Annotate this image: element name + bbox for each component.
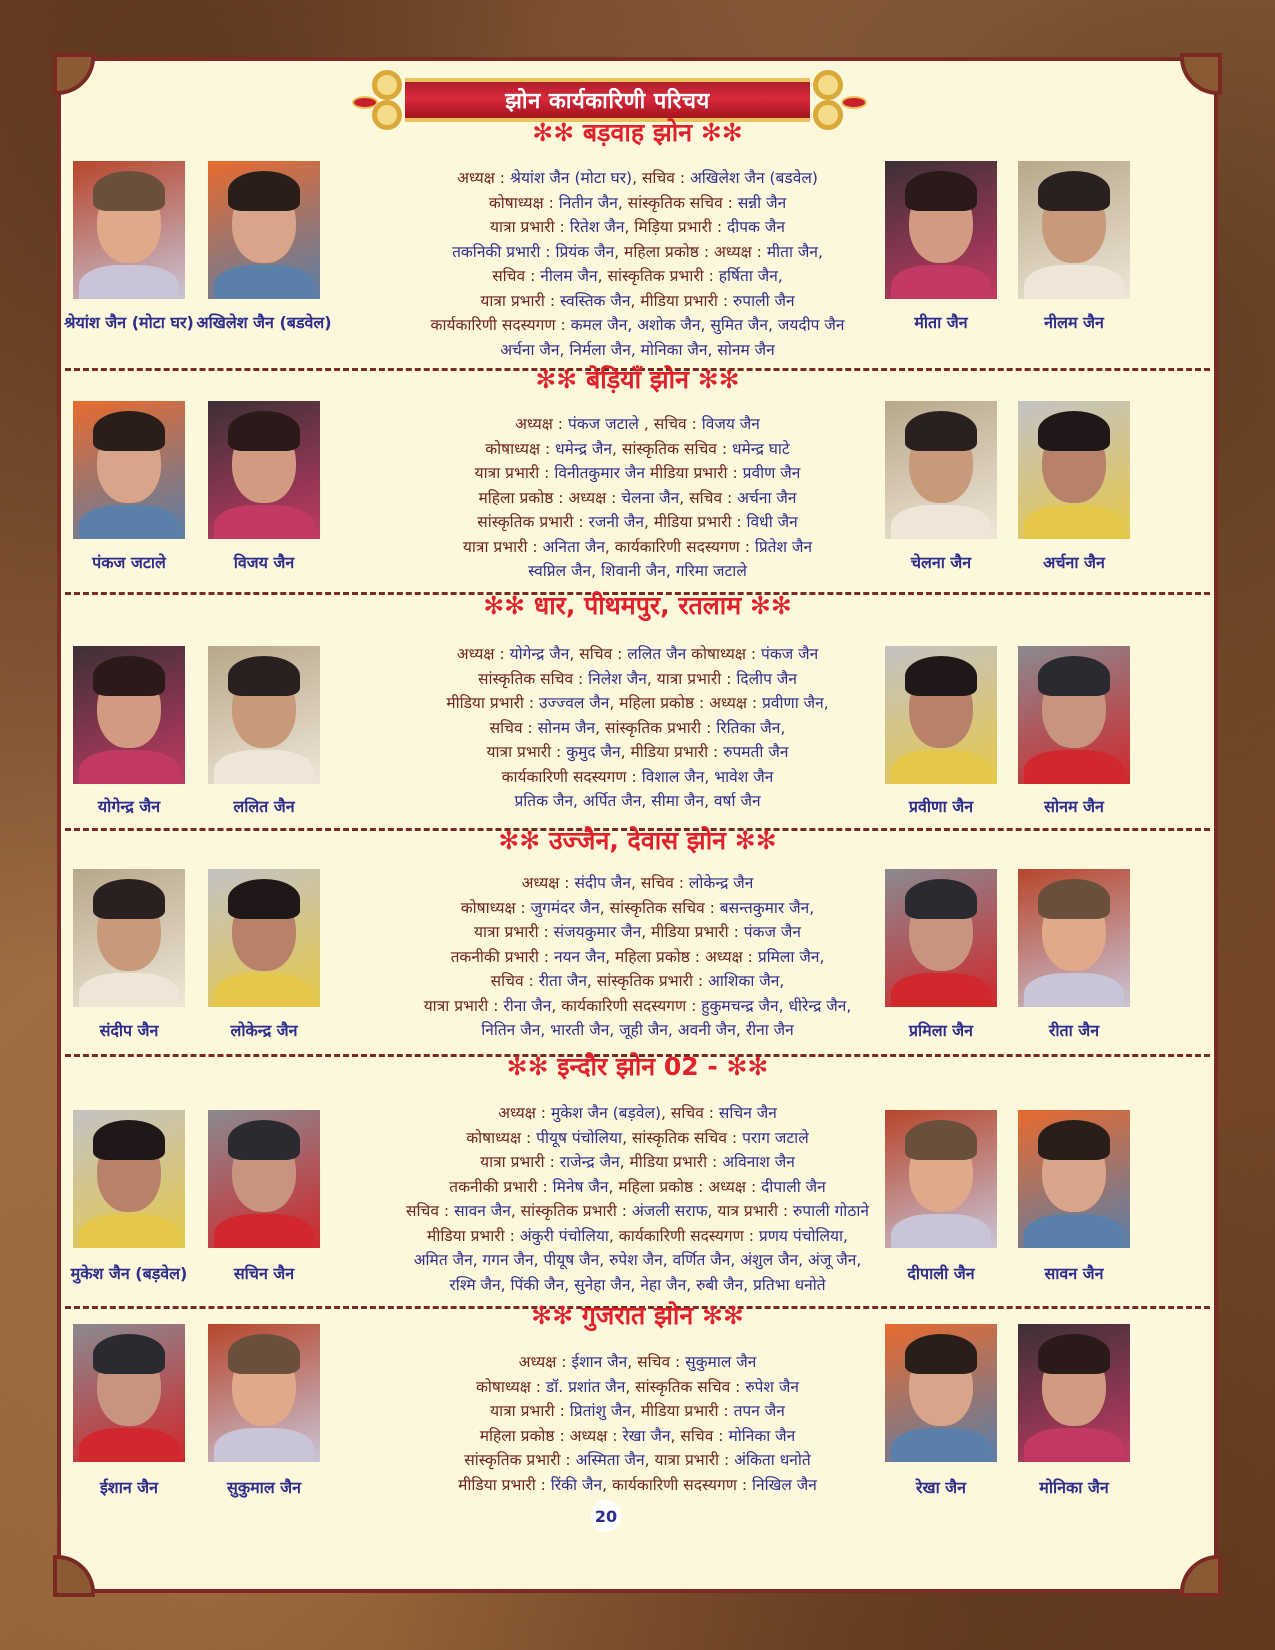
member-name: विजय जैन bbox=[701, 415, 760, 433]
photo-body bbox=[214, 750, 314, 784]
member-name: प्रियंक जैन bbox=[555, 242, 615, 261]
role-label: मीडिया प्रभारी : bbox=[645, 464, 743, 482]
member-name: निलेश जैन bbox=[588, 669, 647, 688]
photo-hair bbox=[93, 1120, 165, 1160]
role-label: कार्यकारिणी सदस्यगण : bbox=[501, 767, 642, 786]
member-name: अंजली सराफ bbox=[631, 1202, 708, 1220]
photo-body bbox=[214, 1428, 314, 1462]
photo-hair bbox=[93, 171, 165, 211]
member-name: कुमुद जैन bbox=[566, 743, 621, 761]
photo-caption: चेलना जैन bbox=[910, 553, 972, 572]
role-label: , मीडिया प्रभारी : bbox=[620, 743, 724, 761]
member-photo bbox=[1018, 401, 1130, 539]
photo-body bbox=[1024, 973, 1124, 1007]
member-photo bbox=[208, 1110, 320, 1248]
member-name: सावन जैन bbox=[454, 1202, 511, 1220]
role-label: सांस्कृतिक प्रभारी : bbox=[464, 1451, 576, 1469]
member-name: अंकिता धनोते bbox=[734, 1451, 811, 1469]
photo-caption: मीता जैन bbox=[914, 313, 968, 332]
photo-hair bbox=[93, 656, 165, 696]
photo-body bbox=[1024, 265, 1124, 299]
photo-hair bbox=[228, 411, 300, 451]
photo-caption: संदीप जैन bbox=[99, 1021, 159, 1040]
member-photo bbox=[208, 869, 320, 1007]
role-label: कोषाध्यक्ष : bbox=[686, 645, 762, 663]
member-name: ललित जैन bbox=[627, 645, 687, 663]
photo-body bbox=[79, 505, 179, 539]
member-name: सचिन जैन bbox=[718, 1104, 777, 1122]
role-label: यात्रा प्रभारी : bbox=[480, 291, 560, 310]
member-name: आशिका जैन, bbox=[708, 972, 785, 990]
photo-body bbox=[891, 973, 991, 1007]
member-name: प्रवीण जैन bbox=[742, 464, 801, 482]
photo-body bbox=[214, 265, 314, 299]
role-label: मीडिया प्रभारी : bbox=[458, 1475, 551, 1494]
photo-caption: सोनम जैन bbox=[1044, 797, 1104, 816]
member-name: दिलीप जैन bbox=[736, 669, 797, 688]
zone-title: ✻✻ उज्जैन, देवास झोन ✻✻ bbox=[498, 826, 777, 855]
member-name: प्रमिला जैन, bbox=[757, 947, 825, 966]
member-photo bbox=[208, 161, 320, 299]
role-label: , सांस्कृतिक सचिव : bbox=[622, 1128, 743, 1147]
member-name: विधी जैन bbox=[746, 513, 798, 531]
photo-body bbox=[79, 1428, 179, 1462]
photo-hair bbox=[905, 411, 977, 451]
photo-caption: योगेन्द्र जैन bbox=[97, 797, 161, 816]
photo-hair bbox=[905, 1334, 977, 1374]
member-name: चेलना जैन bbox=[621, 488, 680, 507]
member-name: संजयकुमार जैन bbox=[553, 923, 642, 941]
photo-hair bbox=[1038, 171, 1110, 211]
photo-caption: ईशान जैन bbox=[99, 1478, 159, 1497]
role-label: , bbox=[632, 169, 642, 187]
member-name: नयन जैन bbox=[553, 947, 606, 966]
role-label: , सांस्कृतिक सचिव : bbox=[625, 1377, 746, 1396]
photo-body bbox=[1024, 1428, 1124, 1462]
member-name: डॉ. प्रशांत जैन bbox=[545, 1377, 626, 1396]
member-name: अनिता जैन bbox=[542, 537, 605, 556]
role-label: सचिव : bbox=[406, 1202, 455, 1220]
role-label: कोषाध्यक्ष : bbox=[488, 193, 559, 212]
photo-body bbox=[1024, 505, 1124, 539]
member-name: रुपाली गोठाने bbox=[793, 1202, 869, 1220]
role-label: , महिला प्रकोष्ठ : अध्यक्ष : bbox=[609, 694, 763, 712]
member-photo bbox=[885, 161, 997, 299]
member-name: अविनाश जैन bbox=[722, 1153, 795, 1171]
member-name: हर्षिता जैन, bbox=[718, 267, 783, 285]
member-name: हुकुमचन्द्र जैन, धीरेन्द्र जैन, bbox=[701, 996, 852, 1015]
member-name: तकनिकी प्रभारी : bbox=[452, 242, 556, 261]
member-photo bbox=[885, 1324, 997, 1462]
member-name: पंकज जैन bbox=[743, 923, 801, 941]
member-photo bbox=[1018, 869, 1130, 1007]
member-photo bbox=[73, 646, 185, 784]
role-label: , मीडिया प्रभारी : bbox=[641, 923, 744, 941]
member-name: अखिलेश जैन (बडवेल) bbox=[689, 169, 818, 187]
photo-hair bbox=[228, 171, 300, 211]
member-photo bbox=[1018, 1324, 1130, 1462]
role-label: सचिव : bbox=[492, 267, 541, 285]
member-name: पंकज जटाले bbox=[567, 415, 639, 433]
role-label: , सांस्कृतिक प्रभारी : bbox=[586, 972, 709, 990]
role-label: , सांस्कृतिक सचिव : bbox=[612, 439, 732, 458]
role-label: , सांस्कृतिक सचिव : bbox=[617, 193, 738, 212]
role-label: महिला प्रकोष्ठ : अध्यक्ष : bbox=[478, 488, 622, 507]
zone-title: ✻✻ इन्दौर झोन 02 - ✻✻ bbox=[506, 1052, 769, 1081]
member-name: धमेन्द्र जैन bbox=[555, 439, 612, 458]
member-name: प्रितेश जैन bbox=[754, 537, 813, 556]
member-name: धमेन्द्र घाटे bbox=[732, 439, 790, 458]
role-label: , महिला प्रकोष्ठ : अध्यक्ष : bbox=[608, 1177, 762, 1196]
member-name: राजेन्द्र जैन bbox=[559, 1153, 620, 1171]
member-photo bbox=[73, 161, 185, 299]
photo-caption: दीपाली जैन bbox=[907, 1264, 975, 1283]
member-name: सन्नी जैन bbox=[737, 193, 787, 212]
member-name: श्रेयांश जैन (मोटा घर) bbox=[509, 169, 633, 187]
member-photo bbox=[73, 1324, 185, 1462]
role-label: यात्रा प्रभारी : bbox=[490, 1402, 570, 1420]
member-name: प्रवीणा जैन, bbox=[762, 694, 829, 712]
member-name: मुकेश जैन (बड़वेल) bbox=[550, 1104, 662, 1122]
member-name: मीता जैन, bbox=[766, 242, 823, 261]
role-label: , महिला प्रकोष्ठ : अध्यक्ष : bbox=[605, 947, 758, 966]
photo-hair bbox=[905, 171, 977, 211]
member-name: प्रितांशु जैन bbox=[569, 1402, 632, 1420]
role-label: , सांस्कृतिक प्रभारी : bbox=[597, 267, 719, 285]
role-label: यात्रा प्रभारी : bbox=[474, 464, 555, 482]
role-label: सांस्कृतिक सचिव : bbox=[478, 669, 589, 688]
photo-caption: रेखा जैन bbox=[915, 1478, 967, 1497]
role-label: , सचिव : bbox=[631, 874, 689, 892]
role-label: , सचिव : bbox=[679, 488, 738, 507]
member-name: रुपेश जैन bbox=[745, 1377, 799, 1396]
member-name: रितिका जैन, bbox=[716, 718, 786, 737]
member-name: निखिल जैन bbox=[752, 1475, 817, 1494]
photo-hair bbox=[228, 1120, 300, 1160]
photo-body bbox=[214, 1214, 314, 1248]
photo-caption: ललित जैन bbox=[233, 797, 295, 816]
role-label: मीडिया प्रभारी : bbox=[427, 1226, 520, 1245]
role-label: , यात्रा प्रभारी : bbox=[646, 669, 737, 688]
member-name: नितीन जैन bbox=[558, 193, 618, 212]
role-label: अध्यक्ष : bbox=[498, 1104, 551, 1122]
photo-body bbox=[79, 973, 179, 1007]
role-label: तकनीकी प्रभारी : bbox=[449, 1177, 553, 1196]
photo-hair bbox=[905, 1120, 977, 1160]
role-label: , सांस्कृतिक सचिव : bbox=[599, 898, 720, 917]
member-name: उज्ज्वल जैन bbox=[539, 694, 610, 712]
role-label: , यात्रा प्रभारी : bbox=[644, 1451, 735, 1469]
role-label: , मीडिया प्रभारी : bbox=[644, 513, 747, 531]
role-label: कोषाध्यक्ष : bbox=[466, 1128, 537, 1147]
photo-caption: श्रेयांश जैन (मोटा घर) bbox=[64, 313, 194, 332]
member-name: कमल जैन, अशोक जैन, सुमित जैन, जयदीप जैन bbox=[570, 316, 845, 334]
member-name: नितिन जैन, भारती जैन, जूही जैन, अवनी जैन, रीना जैन bbox=[481, 1021, 794, 1039]
photo-hair bbox=[93, 879, 165, 919]
member-photo bbox=[1018, 161, 1130, 299]
member-name: प्रणय पंचोलिया, bbox=[758, 1226, 848, 1245]
photo-caption: लोकेन्द्र जैन bbox=[230, 1021, 298, 1040]
member-name: सुकुमाल जैन bbox=[685, 1353, 757, 1371]
photo-body bbox=[891, 1214, 991, 1248]
page-title: झोन कार्यकारिणी परिचय bbox=[505, 89, 710, 114]
zone-title: ✻✻ बेड़ियाँ झोन ✻✻ bbox=[535, 365, 740, 394]
photo-hair bbox=[1038, 656, 1110, 696]
photo-hair bbox=[905, 656, 977, 696]
role-label: मीडिया प्रभारी : bbox=[446, 694, 540, 712]
member-name: ईशान जैन bbox=[571, 1353, 628, 1371]
member-name: दीपक जैन bbox=[727, 218, 785, 236]
photo-body bbox=[214, 973, 314, 1007]
role-label: यात्रा प्रभारी : bbox=[486, 743, 567, 761]
role-label: , कार्यकारिणी सदस्यगण : bbox=[551, 996, 702, 1015]
role-label: अध्यक्ष : bbox=[456, 645, 510, 663]
member-name: पीयूष पंचोलिया bbox=[536, 1128, 623, 1147]
member-name: जुगमंदर जैन bbox=[530, 898, 600, 917]
photo-body bbox=[891, 750, 991, 784]
role-label: यात्रा प्रभारी : bbox=[462, 537, 543, 556]
page-number: 20 bbox=[591, 1500, 621, 1532]
photo-body bbox=[891, 505, 991, 539]
photo-caption: प्रवीणा जैन bbox=[908, 797, 974, 816]
photo-caption: सुकुमाल जैन bbox=[227, 1478, 301, 1497]
role-label: , सचिव : bbox=[569, 645, 628, 663]
member-name: अर्चना जैन, निर्मला जैन, मोनिका जैन, सोनम जैन bbox=[500, 340, 775, 359]
member-name: मिनेष जैन bbox=[552, 1177, 609, 1196]
member-photo bbox=[1018, 646, 1130, 784]
member-photo bbox=[885, 646, 997, 784]
role-label: , कार्यकारिणी सदस्यगण : bbox=[602, 1475, 753, 1494]
role-label: कोषाध्यक्ष : bbox=[460, 898, 531, 917]
member-name: रीना जैन bbox=[503, 996, 552, 1015]
member-photo bbox=[885, 1110, 997, 1248]
role-label: , सचिव : bbox=[627, 1353, 686, 1371]
role-label: कार्यकारिणी सदस्यगण : bbox=[430, 316, 571, 334]
detail-line bbox=[57, 338, 1218, 363]
member-name: स्वप्निल जैन, शिवानी जैन, गरिमा जटाले bbox=[528, 562, 747, 580]
role-label: अध्यक्ष : bbox=[457, 169, 510, 187]
role-label: , यात्र प्रभारी : bbox=[707, 1202, 794, 1220]
member-name: अमित जैन, गगन जैन, पीयूष जैन, रुपेश जैन, वर्णित जैन, अंशुल जैन, अंजू जैन, bbox=[413, 1251, 862, 1269]
member-name: अस्मिता जैन bbox=[575, 1451, 645, 1469]
role-label: अध्यक्ष : bbox=[518, 1353, 572, 1371]
role-label: , मीडिया प्रभारी : bbox=[631, 1402, 734, 1420]
member-name: योगेन्द्र जैन bbox=[509, 645, 570, 663]
role-label: सचिव : bbox=[490, 972, 539, 990]
photo-body bbox=[1024, 1214, 1124, 1248]
photo-caption: नीलम जैन bbox=[1044, 313, 1104, 332]
role-label: महिला प्रकोष्ठ : अध्यक्ष : bbox=[479, 1426, 623, 1445]
role-label: , सांस्कृतिक प्रभारी : bbox=[510, 1202, 632, 1220]
role-label: , कार्यकारिणी सदस्यगण : bbox=[604, 537, 755, 556]
member-photo bbox=[73, 869, 185, 1007]
photo-body bbox=[79, 265, 179, 299]
zone-title: ✻✻ बड़वाह झोन ✻✻ bbox=[532, 118, 743, 147]
photo-hair bbox=[1038, 411, 1110, 451]
member-photo bbox=[208, 1324, 320, 1462]
photo-hair bbox=[1038, 1334, 1110, 1374]
member-photo bbox=[885, 869, 997, 1007]
member-name: विनीतकुमार जैन bbox=[554, 464, 645, 482]
photo-hair bbox=[228, 1334, 300, 1374]
photo-body bbox=[1024, 750, 1124, 784]
photo-hair bbox=[228, 879, 300, 919]
role-label: अध्यक्ष : bbox=[521, 874, 575, 892]
role-label: , सांस्कृतिक प्रभारी : bbox=[595, 718, 717, 737]
photo-body bbox=[79, 750, 179, 784]
member-name: दीपाली जैन bbox=[761, 1177, 826, 1196]
role-label: यात्रा प्रभारी : bbox=[480, 1153, 560, 1171]
photo-caption: अर्चना जैन bbox=[1043, 553, 1105, 572]
photo-hair bbox=[905, 879, 977, 919]
role-label: अध्यक्ष : bbox=[515, 415, 568, 433]
zone-title: ✻✻ धार, पीथमपुर, रतलाम ✻✻ bbox=[483, 591, 792, 620]
photo-hair bbox=[93, 1334, 165, 1374]
role-label: , मिड़िया प्रभारी : bbox=[624, 218, 727, 236]
member-name: अर्चना जैन bbox=[737, 488, 797, 507]
role-label: सांस्कृतिक प्रभारी : bbox=[477, 513, 589, 531]
photo-hair bbox=[1038, 1120, 1110, 1160]
photo-hair bbox=[93, 411, 165, 451]
role-label: यात्रा प्रभारी : bbox=[423, 996, 504, 1015]
role-label: , मीडिया प्रभारी : bbox=[619, 1153, 723, 1171]
member-name: नीलम जैन bbox=[540, 267, 598, 285]
member-name: रीता जैन bbox=[538, 972, 587, 990]
photo-caption: अखिलेश जैन (बडवेल) bbox=[196, 313, 332, 332]
photo-hair bbox=[1038, 879, 1110, 919]
member-photo bbox=[208, 646, 320, 784]
role-label: , सचिव : bbox=[670, 1426, 729, 1445]
member-name: पराग जटाले bbox=[742, 1128, 809, 1147]
photo-caption: सचिन जैन bbox=[233, 1264, 295, 1283]
role-label: यात्रा प्रभारी : bbox=[490, 218, 570, 236]
member-photo bbox=[208, 401, 320, 539]
member-name: लोकेन्द्र जैन bbox=[688, 874, 754, 892]
role-label: , सचिव : bbox=[638, 415, 702, 433]
photo-caption: विजय जैन bbox=[233, 553, 295, 572]
member-photo bbox=[73, 401, 185, 539]
role-label: कोषाध्यक्ष : bbox=[476, 1377, 546, 1396]
photo-body bbox=[891, 1428, 991, 1462]
photo-body bbox=[891, 265, 991, 299]
role-label: सचिव : bbox=[489, 718, 538, 737]
member-photo bbox=[1018, 1110, 1130, 1248]
member-name: रिंकी जैन bbox=[550, 1475, 603, 1494]
role-label: , मीडिया प्रभारी : bbox=[630, 291, 734, 310]
photo-caption: प्रमिला जैन bbox=[908, 1021, 974, 1040]
photo-body bbox=[214, 505, 314, 539]
member-name: रेखा जैन bbox=[622, 1426, 671, 1445]
role-label: कोषाध्यक्ष : bbox=[485, 439, 556, 458]
photo-caption: मुकेश जैन (बड़वेल) bbox=[70, 1264, 188, 1283]
member-photo bbox=[73, 1110, 185, 1248]
role-label: , सचिव : bbox=[661, 1104, 719, 1122]
member-name: तपन जैन bbox=[733, 1402, 785, 1420]
member-name: रुपाली जैन bbox=[733, 291, 795, 310]
photo-caption: सावन जैन bbox=[1044, 1264, 1104, 1283]
photo-caption: मोनिका जैन bbox=[1039, 1478, 1109, 1497]
role-label: , महिला प्रकोष्ठ : अध्यक्ष : bbox=[614, 242, 767, 261]
member-name: संदीप जैन bbox=[574, 874, 632, 892]
role-label: सचिव : bbox=[641, 169, 690, 187]
zone-title: ✻✻ गुजरात झोन ✻✻ bbox=[531, 1301, 744, 1330]
photo-hair bbox=[228, 656, 300, 696]
member-name: रुपमती जैन bbox=[723, 743, 789, 761]
photo-caption: रीता जैन bbox=[1048, 1021, 1100, 1040]
member-name: अंकुरी पंचोलिया bbox=[519, 1226, 609, 1245]
role-label: , कार्यकारिणी सदस्यगण : bbox=[608, 1226, 759, 1245]
role-label: यात्रा प्रभारी : bbox=[474, 923, 554, 941]
member-name: रजनी जैन bbox=[588, 513, 644, 531]
member-name: बसन्तकुमार जैन, bbox=[719, 898, 815, 917]
member-name: मोनिका जैन bbox=[728, 1426, 796, 1445]
member-name: स्वस्तिक जैन bbox=[560, 291, 631, 310]
member-name: प्रतिक जैन, अर्पित जैन, सीमा जैन, वर्षा जैन bbox=[514, 792, 761, 810]
member-name: रश्मि जैन, पिंकी जैन, सुनेहा जैन, नेहा जैन, रुबी जैन, प्रतिभा धनोते bbox=[449, 1275, 826, 1294]
role-label: तकनीकी प्रभारी : bbox=[450, 947, 554, 966]
member-name: पंकज जैन bbox=[761, 645, 819, 663]
member-name: रितेश जैन bbox=[569, 218, 625, 236]
photo-caption: पंकज जटाले bbox=[92, 553, 166, 572]
member-name: विशाल जैन, भावेश जैन bbox=[641, 767, 774, 786]
member-name: सोनम जैन bbox=[537, 718, 596, 737]
photo-body bbox=[79, 1214, 179, 1248]
member-photo bbox=[885, 401, 997, 539]
